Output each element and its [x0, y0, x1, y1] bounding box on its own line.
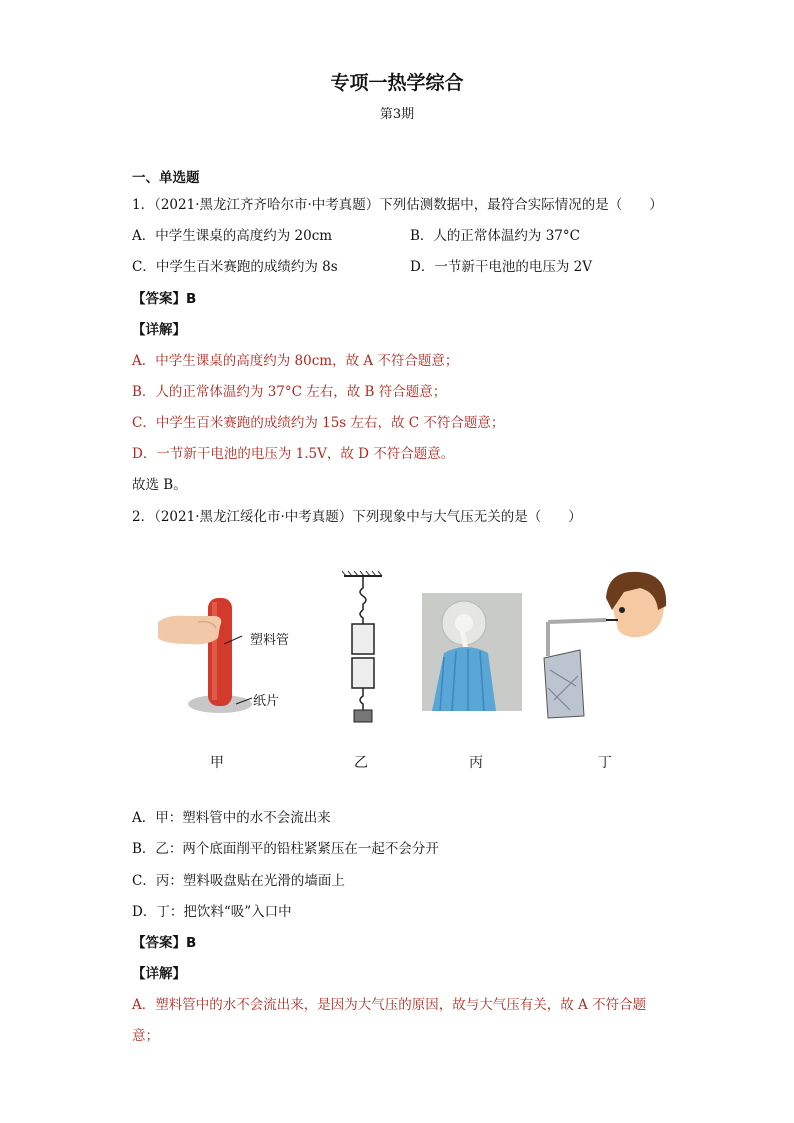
caption-ding: 丁 — [598, 755, 612, 771]
q1-option-a: A．中学生课桌的高度约为 20cm — [132, 228, 333, 244]
q1-answer: 【答案】B — [132, 291, 197, 307]
q2-detail-heading: 【详解】 — [132, 966, 186, 982]
page-subtitle: 第3期 — [379, 107, 415, 122]
q1-option-b: B．人的正常体温约为 37°C — [410, 228, 580, 244]
q1-explanation-d: D．一节新干电池的电压为 1.5V，故 D 不符合题意。 — [132, 446, 455, 462]
caption-jia: 甲 — [210, 755, 224, 771]
figure-jia-tube-image — [158, 592, 308, 722]
q2-explanation-a: A．塑料管中的水不会流出来，是因为大气压的原因，故与大气压有关，故 A 不符合题 — [132, 997, 647, 1013]
q1-explanation-b: B．人的正常体温约为 37°C 左右，故 B 符合题意； — [132, 384, 447, 400]
q1-option-d: D．一节新干电池的电压为 2V — [410, 259, 592, 275]
q2-stem: 2．（2021·黑龙江绥化市·中考真题）下列现象中与大气压无关的是（ ） — [132, 509, 582, 525]
section-heading: 一、单选题 — [132, 170, 200, 186]
page-title: 专项一热学综合 — [330, 72, 464, 94]
q2-option-a: A．甲：塑料管中的水不会流出来 — [132, 810, 331, 826]
q2-answer: 【答案】B — [132, 935, 197, 951]
q2-option-b: B．乙：两个底面削平的铅柱紧紧压在一起不会分开 — [132, 841, 439, 857]
q1-conclusion: 故选 B。 — [132, 477, 187, 493]
q2-option-c: C．丙：塑料吸盘贴在光滑的墙面上 — [132, 873, 345, 889]
q1-detail-heading: 【详解】 — [132, 322, 186, 338]
q2-explanation-a-cont: 意； — [132, 1028, 159, 1044]
figure-bing-suction-cup-image — [422, 593, 522, 711]
figure-yi-lead-cylinders — [338, 570, 388, 730]
q1-option-c: C．中学生百米赛跑的成绩约为 8s — [132, 259, 338, 275]
figure-label-paper: 纸片 — [253, 694, 280, 709]
caption-bing: 丙 — [469, 755, 483, 771]
q1-explanation-a: A．中学生课桌的高度约为 80cm，故 A 不符合题意； — [132, 353, 459, 369]
q1-stem: 1．（2021·黑龙江齐齐哈尔市·中考真题）下列估测数据中，最符合实际情况的是（ ） — [132, 197, 663, 213]
caption-yi: 乙 — [354, 755, 368, 771]
q1-explanation-c: C．中学生百米赛跑的成绩约为 15s 左右，故 C 不符合题意； — [132, 415, 505, 431]
figure-ding-drinking-image — [540, 570, 670, 722]
q2-option-d: D．丁：把饮料“吸”入口中 — [132, 904, 292, 920]
figure-label-tube: 塑料管 — [250, 633, 290, 648]
